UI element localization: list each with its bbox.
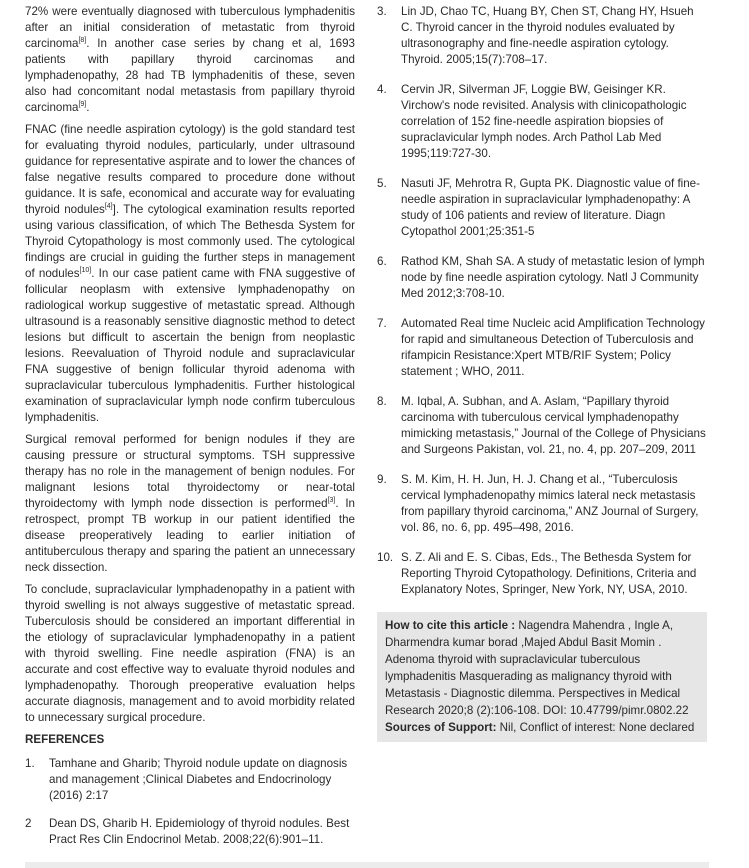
references-heading: REFERENCES — [25, 733, 105, 746]
reference-number: 1. — [25, 757, 35, 770]
citation-marker: [8] — [78, 37, 87, 45]
reference-text: Nasuti JF, Mehrotra R, Gupta PK. Diagnostic value of fine-needle aspiration in supraclavicular lymphadenopathy: A study of 106 patients and review of literature. Diagn Cytopathol 2001;25:351-5 — [401, 177, 700, 238]
paragraph-text: 72% were eventually diagnosed with tuberculous lymphadenitis after an initial consideration of metastatic from thyroid carcinoma — [25, 5, 355, 50]
left-column — [25, 4, 355, 860]
reference-item — [377, 316, 707, 380]
reference-text: Rathod KM, Shah SA. A study of metastatic lesion of lymph node by fine needle aspiration cytology. Natl J Community Med 2012;3:708-10. — [401, 255, 705, 300]
reference-item — [25, 756, 355, 804]
body-paragraph — [25, 4, 355, 116]
reference-text: Tamhane and Gharib; Thyroid nodule update on diagnosis and management ;Clinical Diabetes and Endocrinology (2016) 2:17 — [49, 757, 348, 802]
reference-item — [377, 254, 707, 302]
support-text: Nil, Conflict of interest: None declared — [496, 721, 695, 734]
reference-number: 8. — [377, 395, 387, 408]
cite-text: Nagendra Mahendra , Ingle A, Dharmendra kumar borad ,Majed Abdul Basit Momin . Adenoma thyroid with supraclavicular tuberculous lymphadenitis Masquerading as malignancy thyroid with Metastasis - Diagnostic dilemma. Perspectives in Medical Research 2020;8 (2):106-108. DOI: 10.47799/pimr.0802.22 — [385, 619, 689, 717]
reference-text: S. M. Kim, H. H. Jun, H. J. Chang et al., “Tuberculosis cervical lymphadenopathy mimics lateral neck metastasis from papillary thyroid carcinoma,” ANZ Journal of Surgery, vol. 86, no. 6, pp. 495–498, 2016. — [401, 473, 699, 534]
body-text — [25, 4, 355, 726]
reference-number: 2 — [25, 817, 32, 830]
right-column — [377, 4, 707, 742]
reference-number: 6. — [377, 255, 387, 268]
reference-number: 5. — [377, 177, 387, 190]
body-paragraph — [25, 432, 355, 576]
reference-text: Automated Real time Nucleic acid Amplification Technology for rapid and simultaneous Detection of Tuberculosis and rifampicin Resistance:Xpert MTB/RIF System; Policy statement ; WHO, 2011. — [401, 317, 705, 378]
reference-number: 7. — [377, 317, 387, 330]
body-paragraph — [25, 582, 355, 726]
paragraph-text: To conclude, supraclavicular lymphadenopathy in a patient with thyroid swelling is not always suggestive of metastatic spread. Tuberculosis should be considered an important differential in the etiology of supraclavicular lymphadenopathy in a patient with thyroid swelling. Fine needle aspiration (FNA) is an accurate and cost effective way to evaluate thyroid nodules and lymphadenopathy. Thorough preoperative evaluation helps accurate diagnosis, management and to avoid morbidity related to unnecessary surgical procedure. — [25, 583, 355, 724]
reference-number: 10. — [377, 551, 394, 564]
reference-list — [25, 756, 355, 848]
support-label: Sources of Support: — [385, 721, 497, 734]
how-to-cite — [385, 617, 701, 719]
reference-item — [377, 176, 707, 240]
reference-text: S. Z. Ali and E. S. Cibas, Eds., The Bethesda System for Reporting Thyroid Cytopathology. Definitions, Criteria and Explanatory Notes, Springer, New York, NY, USA, 2010. — [401, 551, 697, 596]
citation-marker: [9] — [78, 101, 87, 109]
reference-list — [377, 4, 707, 598]
footer-bar — [25, 862, 709, 868]
reference-item — [377, 472, 707, 536]
paragraph-text: ]. The cytological examination results reported using various classification, of which The Bethesda System for Thyroid Cytopathology is most commonly used. The cytological findings are crucial in guiding the further steps in management of nodules — [25, 203, 355, 280]
sources-of-support — [385, 719, 701, 736]
reference-item — [377, 4, 707, 68]
paragraph-text: . In another case series by chang et al, 1693 patients with papillary thyroid carcinomas and lymphadenopathy, 28 had TB lymphadenitis of these, seven also had concomitant nodal metastasis from papillary thyroid carcinoma — [25, 37, 355, 114]
paragraph-text: . In our case patient came with FNA suggestive of follicular neoplasm with extensive lymphadenopathy on radiological workup suggestive of metastatic spread. Although ultrasound is a reasonably sensitive diagnostic method to detect lesions but difficult to ascertain the benign from neoplastic lesions. Reevaluation of Thyroid nodule and supraclavicular FNA suggestive of benign follicular thyroid adenoma with supraclavicular tuberculous lymphadenitis. Further histological examination of supraclavicular lymph node confirm tuberculous lymphadenitis. — [25, 267, 355, 424]
paragraph-text: . — [86, 101, 90, 114]
citation-marker: [3] — [327, 497, 336, 505]
reference-number: 4. — [377, 83, 387, 96]
paragraph-text: Surgical removal performed for benign nodules if they are causing pressure or structural symptoms. TSH suppressive therapy has no role in the management of benign nodules. For malignant lesions total thyroidectomy or near-total thyroidectomy with lymph node dissection is performed — [25, 433, 355, 510]
reference-number: 3. — [377, 5, 387, 18]
citation-marker: [10] — [79, 267, 92, 275]
citation-marker: [4] — [104, 203, 113, 211]
reference-item — [25, 816, 355, 848]
body-paragraph — [25, 122, 355, 426]
reference-item — [377, 394, 707, 458]
paragraph-text: . In retrospect, prompt TB workup in our patient identified the disease preoperatively leading to earlier initiation of antituberculous therapy and sparing the patient an unnecessary neck dissection. — [25, 497, 355, 574]
reference-text: Dean DS, Gharib H. Epidemiology of thyroid nodules. Best Pract Res Clin Endocrinol Metab. 2008;22(6):901–11. — [49, 817, 350, 846]
reference-text: M. Iqbal, A. Subhan, and A. Aslam, “Papillary thyroid carcinoma with tuberculous cervical lymphadenopathy mimicking metastasis,” Journal of the College of Physicians and Surgeons Pakistan, vol. 21, no. 4, pp. 207–209, 2011 — [401, 395, 706, 456]
reference-text: Lin JD, Chao TC, Huang BY, Chen ST, Chang HY, Hsueh C. Thyroid cancer in the thyroid nodules evaluated by ultrasonography and fine-needle aspiration cytology. Thyroid. 2005;15(7):708–17. — [401, 5, 694, 66]
reference-item — [377, 550, 707, 598]
reference-item — [377, 82, 707, 162]
citation-box — [377, 612, 707, 742]
paragraph-text: FNAC (fine needle aspiration cytology) is the gold standard test for evaluating thyroid nodules, particularly, under ultrasound guidance for representative aspirate and to lower the chances of false negative results compared to procedure done without guidance. It is safe, economical and accurate way for evaluating thyroid nodules — [25, 123, 355, 216]
cite-label: How to cite this article : — [385, 619, 516, 632]
reference-text: Cervin JR, Silverman JF, Loggie BW, Geisinger KR. Virchow's node revisited. Analysis with clinicopathologic correlation of 152 fine-needle aspiration biopsies of supraclavicular lymph nodes. Arch Pathol Lab Med 1995;119:727-30. — [401, 83, 687, 160]
reference-number: 9. — [377, 473, 387, 486]
